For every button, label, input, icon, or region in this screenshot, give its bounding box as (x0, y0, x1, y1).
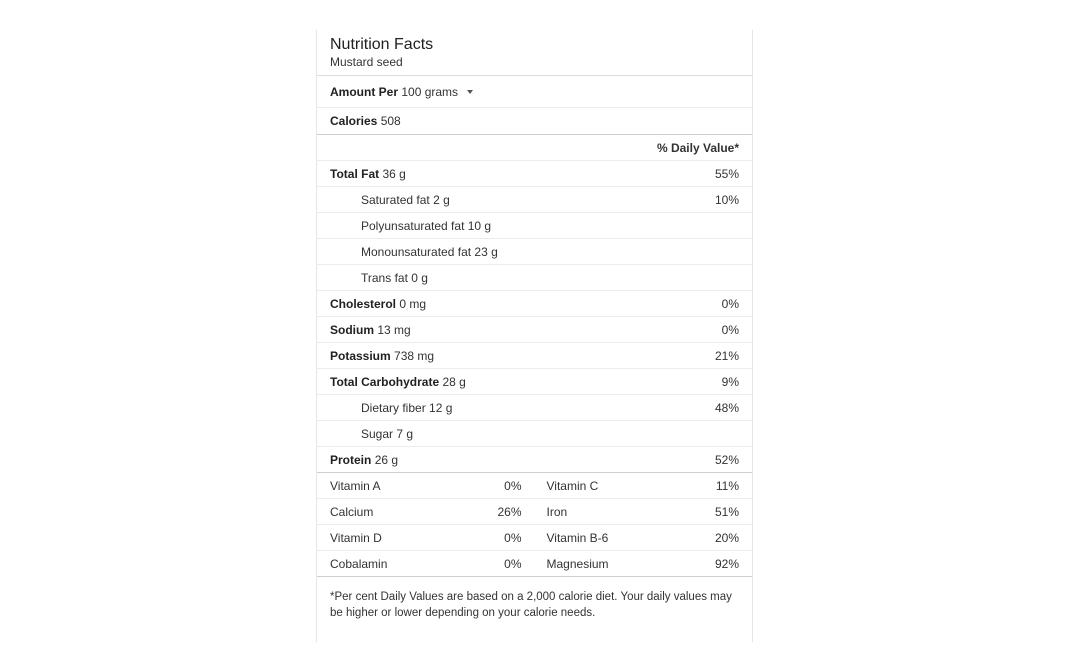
nutrient-label: Sodium (330, 323, 374, 337)
nutrient-daily-value: 10% (714, 193, 739, 207)
nutrient-amount: 23 g (474, 245, 498, 259)
nutrition-title: Nutrition Facts (330, 36, 434, 53)
nutrient-row-monounsaturated-fat (317, 239, 752, 265)
nutrient-label: Polyunsaturated fat (361, 219, 465, 233)
vitamin-row (317, 551, 752, 577)
nutrient-daily-value: 52% (714, 453, 739, 467)
nutrient-row-saturated-fat (317, 187, 752, 213)
nutrient-label: Protein (330, 453, 372, 467)
nutrient-label: Saturated fat (361, 193, 430, 207)
daily-value-header-row (317, 135, 752, 161)
nutrient-row-cholesterol (317, 291, 752, 317)
nutrient-daily-value: 0% (721, 323, 739, 337)
nutrient-amount: 28 g (442, 375, 466, 389)
nutrient-amount: 738 mg (394, 349, 435, 363)
vitamin-row (317, 473, 752, 499)
nutrient-label: Potassium (330, 349, 391, 363)
nutrient-row-sodium (317, 317, 752, 343)
daily-value-header: % Daily Value* (656, 141, 739, 155)
vitamin-value: 51% (714, 505, 739, 519)
vitamin-label: Vitamin B-6 (546, 531, 609, 545)
nutrient-amount: 0 g (411, 271, 428, 285)
nutrient-row-total-carbohydrate (317, 369, 752, 395)
serving-size-selector[interactable] (330, 76, 473, 107)
serving-amount: 100 grams (401, 85, 459, 99)
nutrient-row-polyunsaturated-fat (317, 213, 752, 239)
nutrient-amount: 0 mg (399, 297, 427, 311)
amount-per-label: Amount Per (330, 85, 399, 99)
vitamin-label: Vitamin D (330, 531, 382, 545)
nutrient-row-sugar (317, 421, 752, 447)
vitamin-label: Magnesium (546, 557, 609, 571)
nutrient-row-dietary-fiber (317, 395, 752, 421)
nutrient-label: Total Fat (330, 167, 380, 181)
nutrient-label: Dietary fiber (361, 401, 426, 415)
vitamin-label: Calcium (330, 505, 374, 519)
nutrient-label: Cholesterol (330, 297, 397, 311)
nutrient-label: Total Carbohydrate (330, 375, 440, 389)
nutrient-row-total-fat (317, 161, 752, 187)
nutrient-amount: 13 mg (377, 323, 411, 337)
nutrient-row-trans-fat (317, 265, 752, 291)
nutrition-header (317, 30, 752, 76)
vitamin-value: 11% (715, 479, 739, 493)
nutrient-row-protein (317, 447, 752, 473)
vitamin-label: Cobalamin (330, 557, 388, 571)
calories-row (317, 108, 752, 135)
serving-size-row (317, 76, 752, 108)
vitamin-label: Vitamin A (330, 479, 381, 493)
calories-label: Calories (330, 114, 378, 128)
vitamin-label: Iron (546, 505, 568, 519)
nutrient-row-potassium (317, 343, 752, 369)
vitamin-row (317, 525, 752, 551)
vitamin-value: 0% (504, 531, 522, 545)
nutrition-facts-panel (316, 30, 753, 642)
calories-value: 508 (380, 114, 401, 128)
nutrient-label: Trans fat (361, 271, 408, 285)
nutrient-daily-value: 21% (714, 349, 739, 363)
nutrient-label: Monounsaturated fat (361, 245, 472, 259)
nutrient-amount: 12 g (429, 401, 453, 415)
vitamin-label: Vitamin C (546, 479, 599, 493)
vitamin-value: 0% (504, 557, 522, 571)
nutrient-amount: 2 g (433, 193, 450, 207)
vitamin-row (317, 499, 752, 525)
nutrient-amount: 7 g (396, 427, 414, 441)
nutrient-amount: 36 g (382, 167, 406, 181)
nutrient-amount: 10 g (467, 219, 492, 233)
nutrient-daily-value: 48% (714, 401, 739, 415)
vitamin-value: 92% (714, 557, 739, 571)
vitamin-value: 26% (497, 505, 522, 519)
nutrient-label: Sugar (361, 427, 394, 441)
nutrient-daily-value: 55% (714, 167, 739, 181)
dropdown-caret-icon[interactable] (467, 90, 473, 94)
nutrient-daily-value: 0% (721, 297, 739, 311)
food-name: Mustard seed (330, 55, 403, 69)
nutrient-daily-value: 9% (721, 375, 739, 389)
vitamin-value: 20% (714, 531, 739, 545)
nutrient-amount: 26 g (374, 453, 399, 467)
daily-value-footnote: *Per cent Daily Values are based on a 2,000 calorie diet. Your daily values may be higher or lower depending on your calorie needs. (330, 591, 732, 619)
vitamin-value: 0% (504, 479, 522, 493)
